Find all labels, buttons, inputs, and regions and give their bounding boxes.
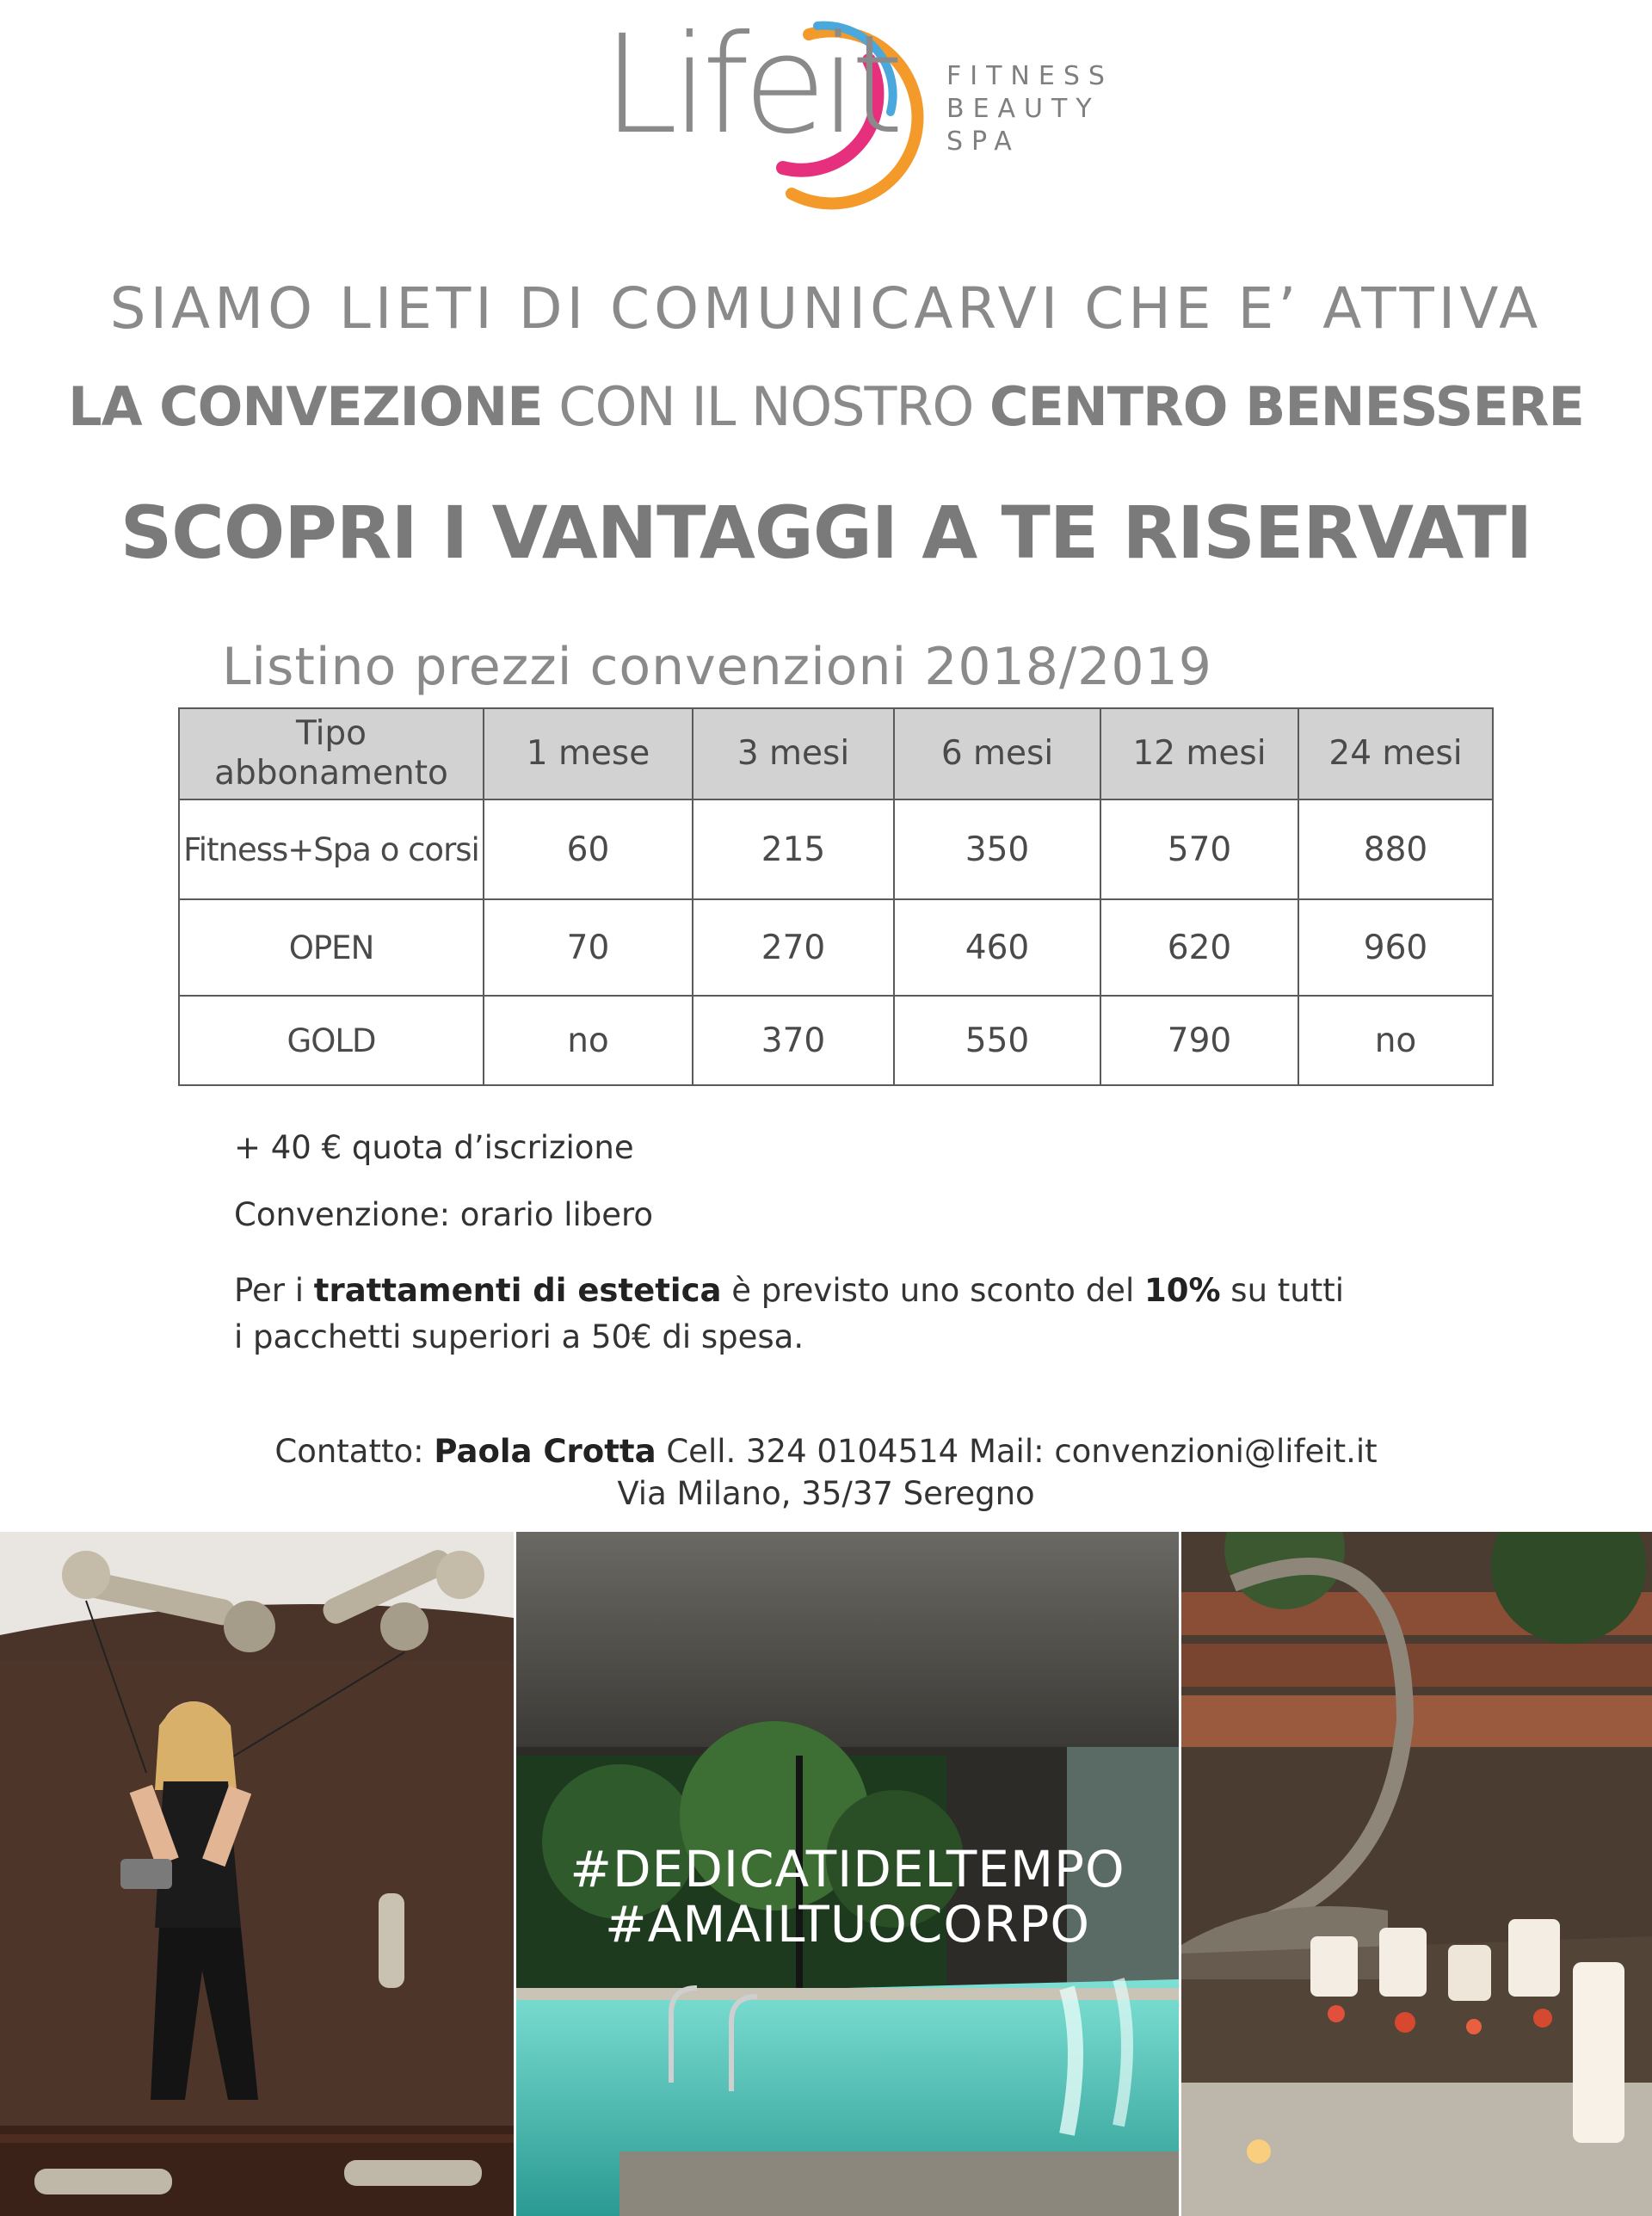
- table-cell: 880: [1298, 799, 1493, 899]
- headline-convention: [0, 375, 1652, 438]
- logo-wordmark: Lifeit: [602, 6, 897, 164]
- table-row: [179, 996, 1493, 1085]
- header-1-month: 1 mese: [484, 708, 693, 799]
- discount-text: su tutti: [1220, 1272, 1345, 1309]
- table-cell: 370: [693, 996, 894, 1085]
- price-table: [178, 707, 1494, 1086]
- headline-benefits: SCOPRI I VANTAGGI A TE RISERVATI: [120, 491, 1532, 575]
- tagline-fitness: FITNESS: [946, 61, 1113, 91]
- discount-bold-treatments: trattamenti di estetica: [313, 1272, 722, 1309]
- table-cell: 550: [894, 996, 1100, 1085]
- header-3-months: 3 mesi: [693, 708, 894, 799]
- row-label: Fitness+Spa o corsi: [179, 799, 484, 899]
- headline-announcement: SIAMO LIETI DI COMUNICARVI CHE E’ ATTIVA: [109, 275, 1543, 342]
- contact-line: [0, 1433, 1652, 1470]
- row-label: OPEN: [179, 899, 484, 996]
- contact-label: Contatto:: [274, 1433, 435, 1470]
- table-cell: 570: [1100, 799, 1298, 899]
- candles-photo: [1181, 1532, 1652, 2216]
- headline-convention-bold-b: CENTRO BENESSERE: [989, 375, 1584, 438]
- header-12-months: 12 mesi: [1100, 708, 1298, 799]
- gym-photo: [0, 1532, 514, 2216]
- address-line: Via Milano, 35/37 Seregno: [617, 1475, 1035, 1512]
- hashtag-2: #AMAILTUOCORPO: [604, 1895, 1091, 1954]
- contact-phone-mail: Cell. 324 0104514 Mail: convenzioni@lifeit.it: [656, 1433, 1378, 1470]
- table-cell: 350: [894, 799, 1100, 899]
- table-cell: no: [484, 996, 693, 1085]
- discount-note-line2: i pacchetti superiori a 50€ di spesa.: [234, 1318, 804, 1355]
- table-cell: 215: [693, 799, 894, 899]
- registration-fee-note: + 40 € quota d’iscrizione: [234, 1129, 634, 1166]
- table-cell: 70: [484, 899, 693, 996]
- table-header-row: [179, 708, 1493, 799]
- header-24-months: 24 mesi: [1298, 708, 1493, 799]
- logo-tagline: [946, 60, 1113, 158]
- table-cell: 60: [484, 799, 693, 899]
- headline-convention-mid: CON IL NOSTRO: [542, 375, 989, 438]
- hours-note: Convenzione: orario libero: [234, 1196, 654, 1233]
- hashtag-1: #DEDICATIDELTEMPO: [570, 1840, 1125, 1898]
- header-6-months: 6 mesi: [894, 708, 1100, 799]
- table-row: [179, 899, 1493, 996]
- table-cell: 620: [1100, 899, 1298, 996]
- table-cell: no: [1298, 996, 1493, 1085]
- headline-convention-bold-a: LA CONVEZIONE: [68, 375, 543, 438]
- discount-bold-percent: 10%: [1143, 1272, 1221, 1309]
- row-label: GOLD: [179, 996, 484, 1085]
- table-cell: 960: [1298, 899, 1493, 996]
- tagline-spa: SPA: [946, 127, 1020, 157]
- contact-name: Paola Crotta: [434, 1433, 656, 1470]
- tagline-beauty: BEAUTY: [946, 94, 1100, 124]
- hashtag-overlay: [516, 1842, 1179, 1952]
- table-cell: 790: [1100, 996, 1298, 1085]
- table-cell: 270: [693, 899, 894, 996]
- discount-text: Per i: [234, 1272, 314, 1309]
- price-list-title: Listino prezzi convenzioni 2018/2019: [222, 637, 1212, 697]
- table-cell: 460: [894, 899, 1100, 996]
- discount-text: è previsto uno sconto del: [721, 1272, 1144, 1309]
- table-row: [179, 799, 1493, 899]
- header-subscription-type: Tipo abbonamento: [179, 708, 484, 799]
- discount-note-line1: [234, 1272, 1344, 1309]
